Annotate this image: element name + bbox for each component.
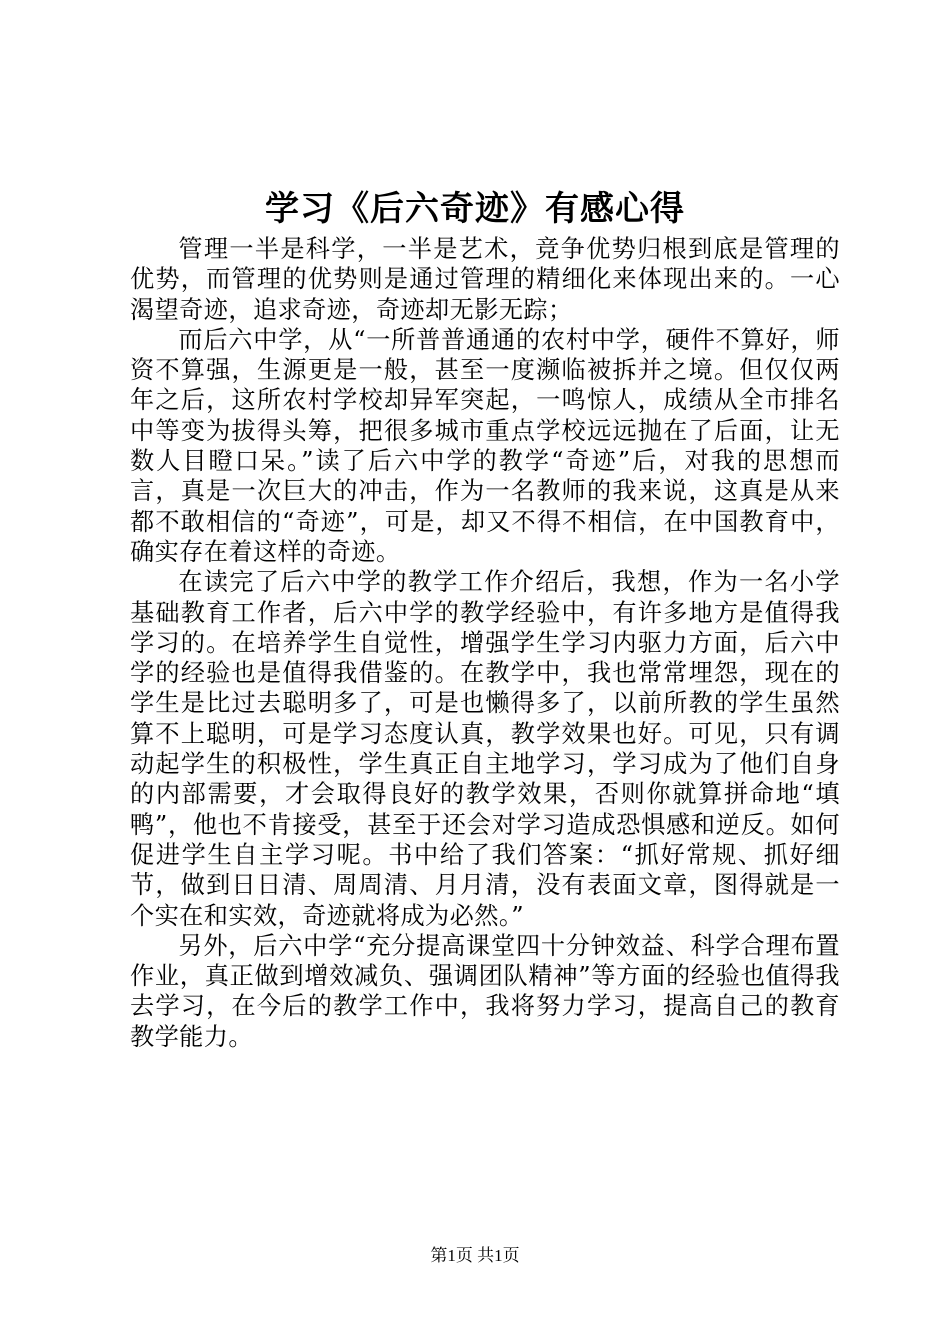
paragraph-1: 管理一半是科学，一半是艺术，竞争优势归根到底是管理的优势，而管理的优势则是通过管理的精细化来体现出来的。一心渴望奇迹，追求奇迹，奇迹却无影无踪；	[130, 235, 840, 324]
paragraph-3: 在读完了后六中学的教学工作介绍后，我想，作为一名小学基础教育工作者，后六中学的教学经验中，有许多地方是值得我学习的。在培养学生自觉性，增强学生学习内驱力方面，后六中学的经验也是值得我借鉴的。在教学中，我也常常埋怨，现在的学生是比过去聪明多了，可是也懒得多了，以前所教的学生虽然算不上聪明，可是学习态度认真，教学效果也好。可见，只有调动起学生的积极性，学生真正自主地学习，学习成为了他们自身的内部需要，才会取得良好的教学效果，否则你就算拼命地“填鸭”，他也不肯接受，甚至于还会对学习造成恐惧感和逆反。如何促进学生自主学习呢。书中给了我们答案：“抓好常规、抓好细节，做到日日清、周周清、月月清，没有表面文章，图得就是一个实在和实效，奇迹就将成为必然。”	[130, 568, 840, 930]
document-body	[130, 234, 840, 1052]
page-number-footer: 第1页 共1页	[430, 1246, 520, 1265]
paragraph-4: 另外，后六中学“充分提高课堂四十分钟效益、科学合理布置作业，真正做到增效减负、强调团队精神”等方面的经验也值得我去学习，在今后的教学工作中，我将努力学习，提高自己的教育教学能力。	[130, 931, 840, 1051]
document-title: 学习《后六奇迹》有感心得	[265, 189, 685, 229]
paragraph-2: 而后六中学，从“一所普普通通的农村中学，硬件不算好，师资不算强，生源更是一般，甚至一度濒临被拆并之境。但仅仅两年之后，这所农村学校却异军突起，一鸣惊人，成绩从全市排名中等变为拔得头筹，把很多城市重点学校远远抛在了后面，让无数人目瞪口呆。”读了后六中学的教学“奇迹”后，对我的思想而言，真是一次巨大的冲击，作为一名教师的我来说，这真是从来都不敢相信的“奇迹”，可是，却又不得不相信，在中国教育中，确实存在着这样的奇迹。	[130, 325, 840, 566]
